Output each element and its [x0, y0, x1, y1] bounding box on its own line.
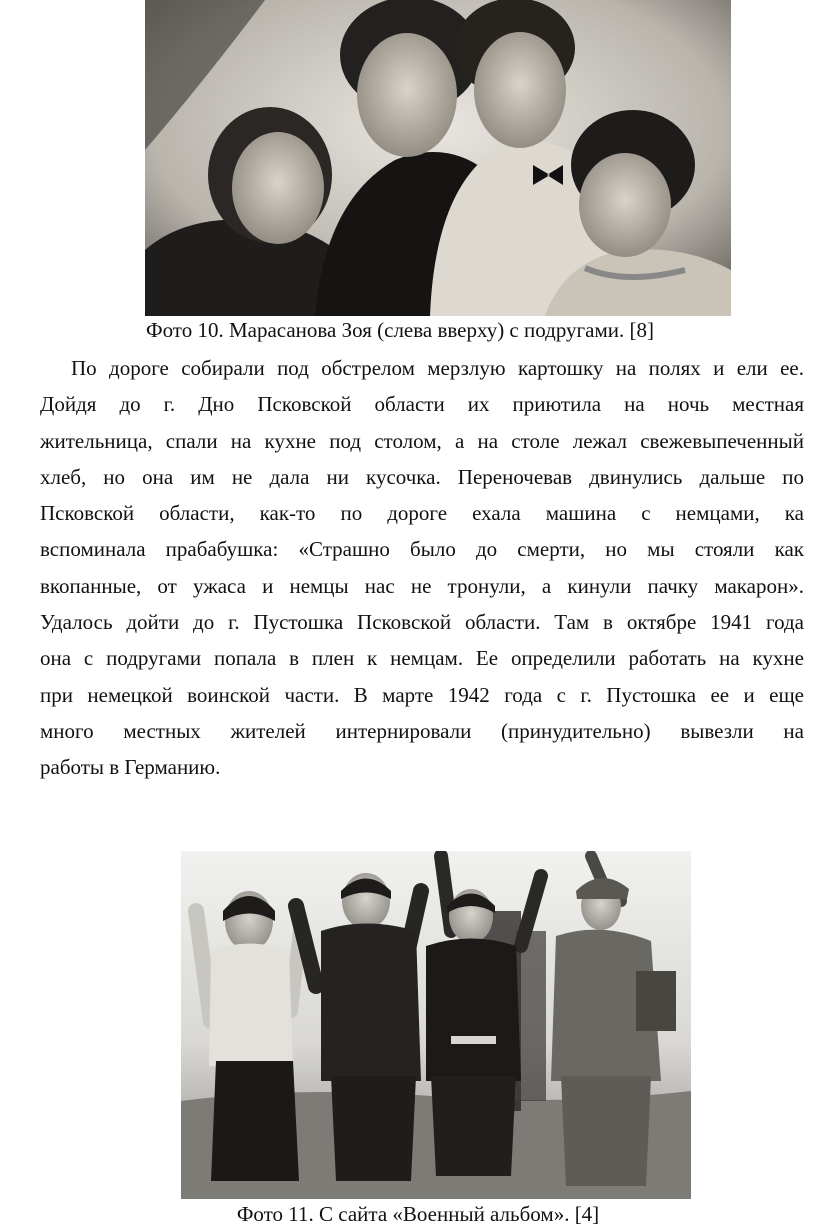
paragraph-line: она с подругами попала в плен к немцам. Ее определили работать на кухне: [40, 646, 804, 671]
photo-four-women: [145, 0, 731, 316]
photo-11-caption: Фото 11. С сайта «Военный альбом». [4]: [236, 1202, 600, 1226]
paragraph-line: По дороге собирали под обстрелом мерзлую картошку на полях и ели ее.: [71, 356, 804, 380]
paragraph-line: вспоминала прабабушка: «Страшно было до смерти, но мы стояли как: [40, 537, 804, 562]
photo-women-hands-up-image: [181, 851, 691, 1199]
photo-women-hands-up: [181, 851, 691, 1199]
paragraph-line: Дойдя до г. Дно Псковской области их приютила на ночь местная: [40, 392, 804, 417]
paragraph-line: вкопанные, от ужаса и немцы нас не тронули, а кинули пачку макарон».: [40, 573, 804, 598]
paragraph-line: хлеб, но она им не дала ни кусочка. Переночевав двинулись дальше по: [40, 464, 804, 489]
story-paragraph: [40, 350, 804, 786]
paragraph-line: Псковской области, как-то по дороге ехала машина с немцами, ка: [40, 501, 804, 526]
photo-four-women-image: [145, 0, 731, 316]
paragraph-line: жительница, спали на кухне под столом, а на столе лежал свежевыпеченный: [40, 428, 804, 453]
paragraph-line: при немецкой воинской части. В марте 1942 года с г. Пустошка ее и еще: [40, 682, 804, 707]
photo-10-caption: Фото 10. Марасанова Зоя (слева вверху) с подругами. [8]: [145, 318, 654, 342]
paragraph-line: работы в Германию.: [40, 755, 221, 780]
paragraph-line: много местных жителей интернировали (принудительно) вывезли на: [40, 718, 804, 743]
paragraph-line: Удалось дойти до г. Пустошка Псковской области. Там в октябре 1941 года: [40, 610, 804, 635]
